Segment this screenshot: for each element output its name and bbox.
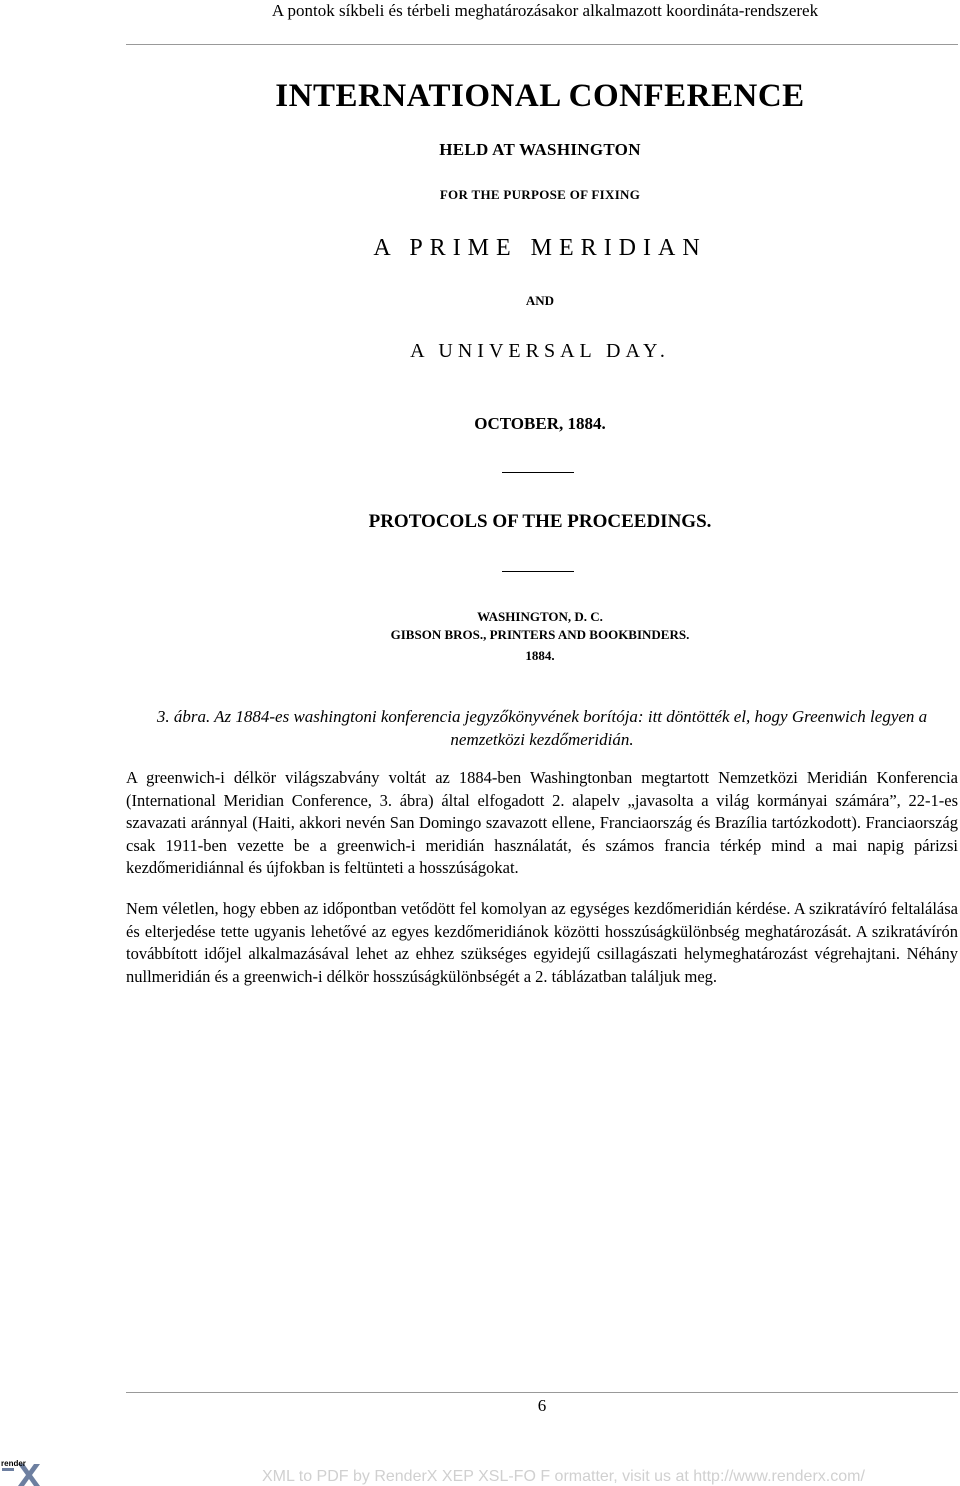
- cover-title: INTERNATIONAL CONFERENCE: [275, 78, 805, 114]
- cover-rule-1: [502, 472, 574, 473]
- footer-divider: [126, 1392, 958, 1393]
- running-header: A pontok síkbeli és térbeli meghatározásakor alkalmazott koordináta-rendszerek: [271, 1, 819, 20]
- cover-protocols: PROTOCOLS OF THE PROCEEDINGS.: [368, 511, 712, 532]
- body-paragraph-2: Nem véletlen, hogy ebben az időpontban vetődött fel komolyan az egységes kezdőmeridián kérdése. A szikratávíró feltalálása és elterjedése tette ugyanis lehetővé az egyes kezdőmeridiánok közötti hosszúságkülönbség meghatározását. A szikratávírón továbbított időjel alkalmazásával lehet az ehhez szükséges egyidejű csillagászati helymeghatározást végrehajtani. Néhány nullmeridián és a greenwich-i délkör hosszúságkülönbségét a 2. táblázatban találjuk meg.: [126, 899, 958, 986]
- generator-link[interactable]: http://www.renderx.com/: [693, 1468, 865, 1485]
- generator-text: XML to PDF by RenderX XEP XSL-FO F ormatter, visit us at: [262, 1468, 694, 1485]
- renderx-logo-text: render: [1, 1459, 26, 1468]
- cover-universal-day: A UNIVERSAL DAY.: [410, 340, 670, 362]
- cover-place: WASHINGTON, D. C.: [477, 609, 603, 624]
- header-divider: [126, 44, 958, 45]
- cover-rule-2: [502, 571, 574, 572]
- cover-held: HELD AT WASHINGTON: [439, 140, 641, 159]
- cover-date: OCTOBER, 1884.: [474, 414, 606, 433]
- cover-purpose: FOR THE PURPOSE OF FIXING: [439, 187, 641, 202]
- cover-and: AND: [525, 293, 555, 308]
- cover-prime-meridian: A PRIME MERIDIAN: [373, 235, 707, 261]
- figure-caption: 3. ábra. Az 1884-es washingtoni konferencia jegyzőkönyvének borítója: itt döntötték el, hogy Greenwich legyen a nemzetközi kezdőmeridián.: [156, 707, 928, 749]
- cover-printers: GIBSON BROS., PRINTERS AND BOOKBINDERS.: [390, 627, 690, 642]
- body-paragraph-1: A greenwich-i délkör világszabvány voltát az 1884-ben Washingtonban megtartott Nemzetközi Meridián Konferencia (International Meridian Conference, 3. ábra) által elfogadott 2. alapelv „javasolta a világ kormányai számára”, 22-1-es szavazati aránnyal (Haiti, akkori nevén San Domingo szavazott ellene, Franciaország és Brazília tartózkodott). Franciaország csak 1911-ben vezette be a greenwich-i meridián használatát, és számos francia térkép mind a mai napig párizsi kezdőmeridiánnal és újfokban is feltünteti a hosszúságokat.: [126, 768, 958, 878]
- generator-note: [262, 1468, 865, 1486]
- page-number: 6: [537, 1396, 547, 1415]
- cover-year: 1884.: [525, 648, 555, 663]
